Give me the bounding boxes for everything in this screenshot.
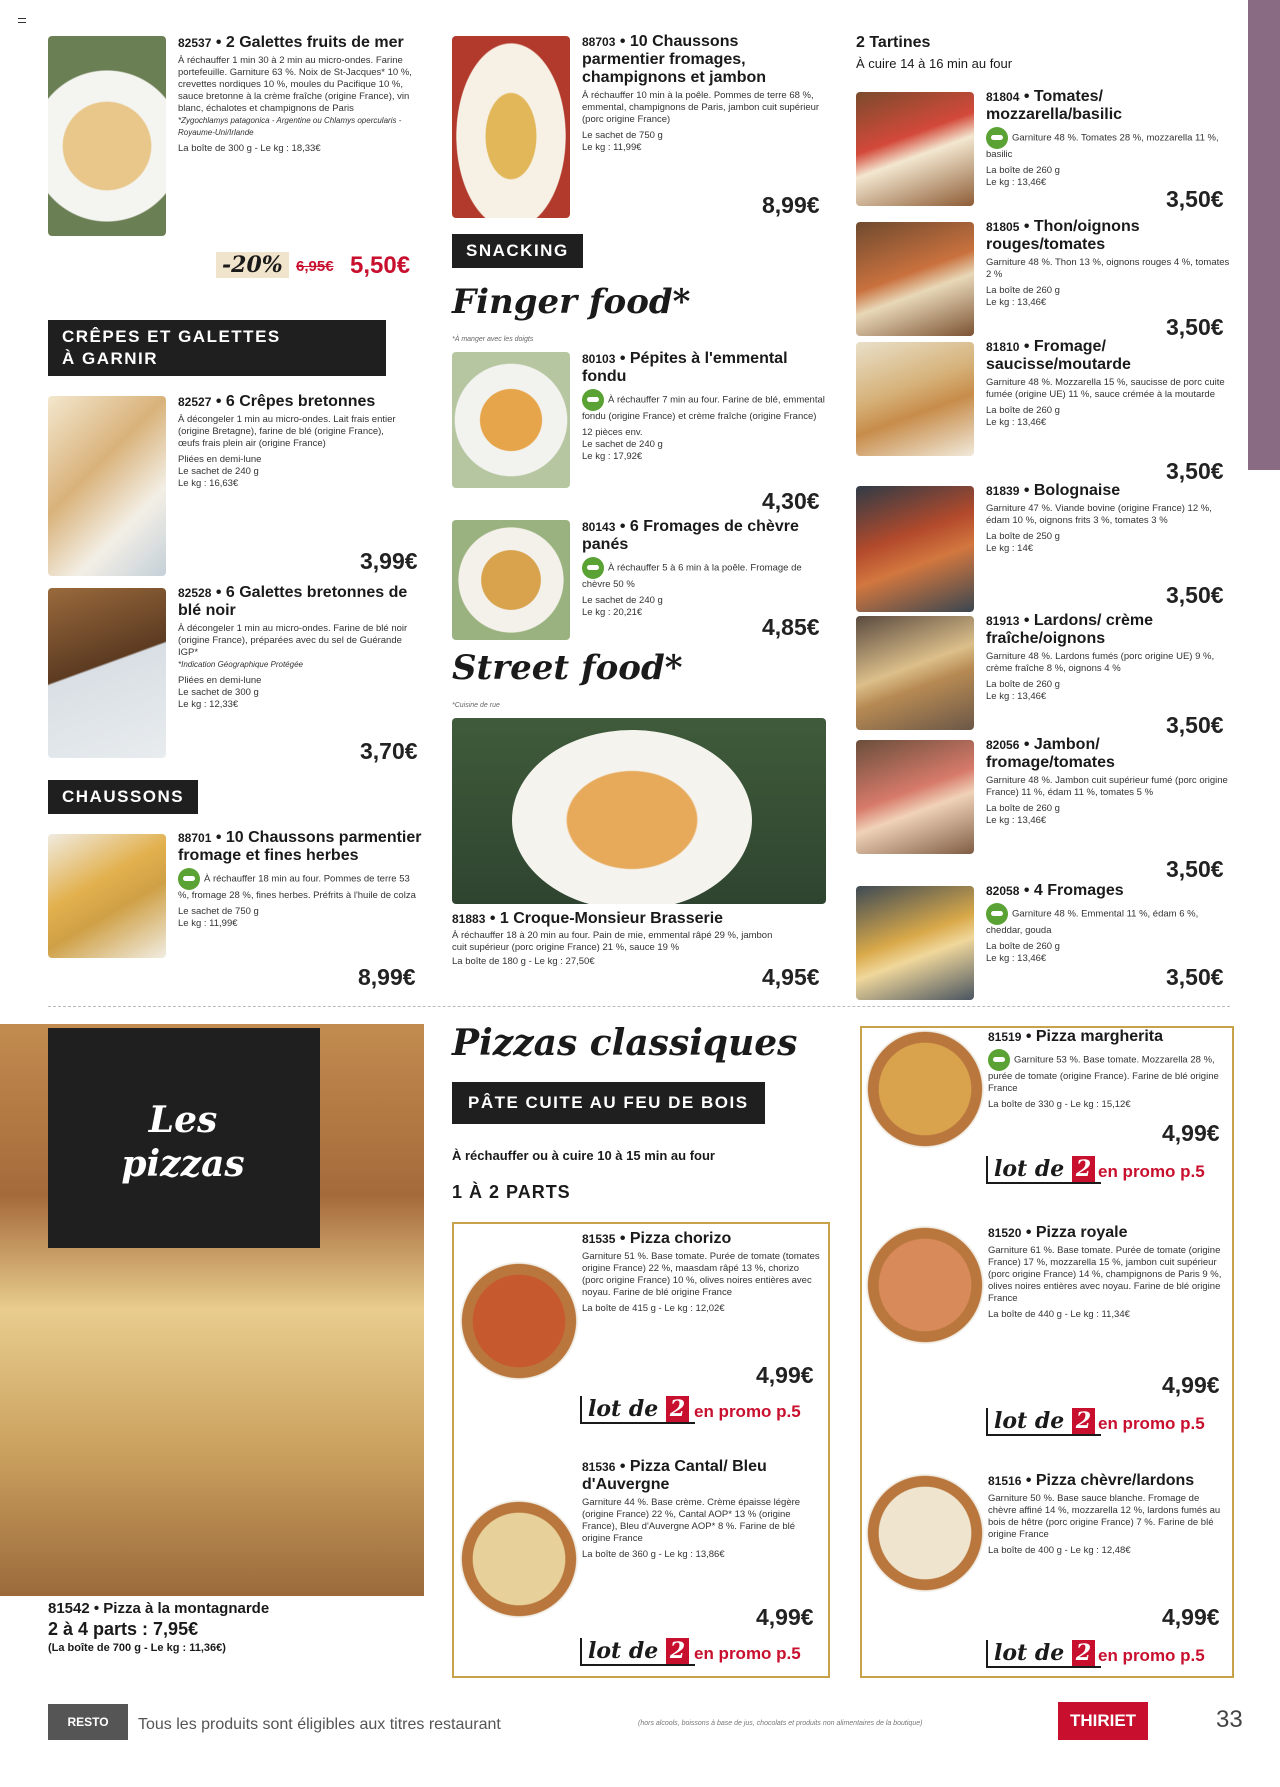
top-marker <box>18 18 26 23</box>
montagnarde-price: 2 à 4 parts : 7,95€ <box>48 1619 199 1639</box>
product-galettes-mer: 82537 • 2 Galettes fruits de mer À réchauffer 1 min 30 à 2 min au micro-ondes. Farine portefeuille. Garniture 63 %. Noix de St-Jacques* 10 %, crevettes nordiques 10 %, moules du Pacifique 10 %, sauce bretonne à la crème fraîche (origine France), vin blanc, échalotes et champignons de Paris *Zygochlamys patagonica - Argentine ou Chlamys opercularis - Royaume-Uni/Irlande La boîte de 300 g - Le kg : 18,33€ <box>178 34 418 155</box>
crepes-image <box>48 396 166 576</box>
street-food-note: *Cuisine de rue <box>452 702 500 709</box>
section-line: À GARNIR <box>62 349 159 368</box>
product-description: À réchauffer 10 min à la poêle. Pommes de terre 68 %, emmental, champignons de Paris, jambon cuit supérieur (porc origine France) <box>582 90 820 125</box>
product-pack: Le sachet de 750 g <box>178 906 259 917</box>
product-pack: La boîte de 260 g <box>986 165 1060 176</box>
lot-word: lot de <box>994 1156 1065 1182</box>
montagnarde-pack: (La boîte de 700 g - Le kg : 11,36€) <box>48 1642 226 1654</box>
product-croque: 81883 • 1 Croque-Monsieur Brasserie À réchauffer 18 à 20 min au four. Pain de mie, emmental râpé 29 %, jambon cuit supérieur (porc origine France) 21 %, sauce 19 % La boîte de 180 g - Le kg : 27,50€ <box>452 910 832 968</box>
description-text: Garniture 61 %. Base tomate. Purée de tomate (origine France) 17 %, mozzarella 15 %, jambon cuit supérieur (porc origine France) 14 %, champignons de Paris 9 %, olives noires entières avec noyau. Farine de blé origine France <box>988 1245 1222 1304</box>
chaussons-herbes-image <box>48 834 166 958</box>
product-code: 81520 <box>988 1226 1022 1240</box>
product-pack: La boîte de 260 g <box>986 679 1060 690</box>
description-text: Garniture 53 %. Base tomate. Mozzarella 28 %, purée de tomate (origine France). Farine de blé origine France <box>988 1054 1219 1094</box>
product-description <box>986 503 1230 527</box>
promo-link[interactable]: en promo p.5 <box>694 1644 801 1663</box>
lot-de-2-badge <box>580 1638 695 1666</box>
product-name: 6 Galettes bretonnes de blé noir <box>178 584 408 619</box>
pizzas-classiques-title: Pizzas classiques <box>452 1022 798 1064</box>
footer-small-text: (hors alcools, boissons à base de jus, chocolats et produits non alimentaires de la boutique) <box>638 1720 923 1727</box>
product-pizza: 81536 • Pizza Cantal/ Bleu d'Auvergne Garniture 44 %. Base crème. Crème épaisse légère (origine France) 22 %, Cantal AOP* 13 % (origine France), Bleu d'Auvergne AOP* 8 %. Farine de blé origine France La boîte de 360 g - Le kg : 13,86€ <box>582 1458 820 1561</box>
product-code: 81516 <box>988 1474 1022 1488</box>
section-line: CRÊPES ET GALETTES <box>62 327 281 346</box>
pizza-image <box>460 1262 578 1380</box>
tartine-image <box>856 740 974 854</box>
eco-leaf-icon <box>986 127 1008 149</box>
product-code: 81519 <box>988 1030 1022 1044</box>
new-price: 5,50€ <box>350 252 411 279</box>
lot-number: 2 <box>1072 1640 1095 1666</box>
product-galettes-ble-noir: 82528 • 6 Galettes bretonnes de blé noir À décongeler 1 min au micro-ondes. Farine de blé noir (origine France), préparées avec du sel de Guérande IGP* *Indication Géographique Protégée Pliées en demi-lune Le sachet de 300 g Le kg : 12,33€ <box>178 584 413 711</box>
product-chaussons-jambon: 88703 • 10 Chaussons parmentier fromages, champignons et jambon À réchauffer 10 min à la poêle. Pommes de terre 68 %, emmental, champignons de Paris, jambon cuit supérieur (porc origine France) Le sachet de 750 g Le kg : 11,99€ <box>582 33 822 154</box>
product-description <box>986 377 1230 401</box>
tartine-image <box>856 886 974 1000</box>
lot-de-2-badge <box>986 1156 1101 1184</box>
product-code: 81913 <box>986 614 1020 628</box>
product-name: 4 Fromages <box>1033 882 1124 899</box>
finger-food-note: *À manger avec les doigts <box>452 336 534 343</box>
eco-leaf-icon <box>582 557 604 579</box>
product-name: 6 Crêpes bretonnes <box>225 393 376 410</box>
parts-label: 1 À 2 PARTS <box>452 1182 571 1202</box>
product-pack: La boîte de 300 g - Le kg : 18,33€ <box>178 143 321 154</box>
product-pizza: 81520 • Pizza royale Garniture 61 %. Base tomate. Purée de tomate (origine France) 17 %, mozzarella 15 %, jambon cuit supérieur (porc origine France) 14 %, champignons de Paris 9 %, olives noires entières avec noyau. Farine de blé origine France La boîte de 440 g - Le kg : 11,34€ <box>988 1224 1226 1321</box>
product-name: Fromage/ saucisse/moutarde <box>986 338 1131 373</box>
lot-word: lot de <box>588 1638 659 1664</box>
pizzas-banner-text: Les pizzas <box>121 1099 245 1185</box>
description-text: À réchauffer 5 à 6 min à la poêle. Fromage de chèvre 50 % <box>582 562 802 590</box>
product-price: 3,50€ <box>1166 856 1224 882</box>
promo-link[interactable]: en promo p.5 <box>1098 1414 1205 1433</box>
product-pack: La boîte de 260 g <box>986 405 1060 416</box>
lot-number: 2 <box>1072 1156 1095 1182</box>
tartines-subtitle: À cuire 14 à 16 min au four <box>856 56 1013 71</box>
tartine-image <box>856 486 974 612</box>
product-code: 81810 <box>986 340 1020 354</box>
product-name: 10 Chaussons parmentier fromage et fines herbes <box>178 829 422 864</box>
description-text: Garniture 48 %. Lardons fumés (porc origine UE) 9 %, crème fraîche 8 %, oignons 4 % <box>986 651 1215 674</box>
product-code: 88703 <box>582 35 616 49</box>
product-pack: La boîte de 260 g <box>986 941 1060 952</box>
product-pack: Le kg : 13,46€ <box>986 691 1047 702</box>
product-code: 81536 <box>582 1460 616 1474</box>
product-crepes: 82527 • 6 Crêpes bretonnes À décongeler 1 min au micro-ondes. Lait frais entier (origine Bretagne), farine de blé (origine France), œufs frais plein air (origine France) Pliées en demi-lune Le sachet de 240 g Le kg : 16,63€ <box>178 393 398 490</box>
product-code: 81839 <box>986 484 1020 498</box>
description-text: Garniture 48 %. Tomates 28 %, mozzarella 11 %, basilic <box>986 132 1219 160</box>
product-name: Tomates/ mozzarella/basilic <box>986 88 1123 123</box>
product-price: 3,50€ <box>1166 186 1224 212</box>
product-pack: Le sachet de 240 g <box>582 595 663 606</box>
description-text: À réchauffer 7 min au four. Farine de blé, emmental fondu (origine France) et crème fraîche (origine France) <box>582 394 825 422</box>
product-description <box>988 1493 1226 1541</box>
product-name: 6 Fromages de chèvre panés <box>582 518 799 553</box>
product-description <box>986 257 1230 281</box>
product-price: 4,99€ <box>1162 1604 1220 1630</box>
eco-leaf-icon <box>178 868 200 890</box>
product-description <box>988 1049 1226 1095</box>
promo-link[interactable]: en promo p.5 <box>694 1402 801 1421</box>
product-description <box>986 127 1230 161</box>
section-divider <box>48 1006 1230 1007</box>
pizza-image <box>460 1500 578 1618</box>
product-description: À décongeler 1 min au micro-ondes. Lait frais entier (origine Bretagne), farine de blé (origine France), œufs frais plein air (origine France) <box>178 414 396 449</box>
product-price: 4,30€ <box>762 488 820 514</box>
product-pack: La boîte de 400 g - Le kg : 12,48€ <box>988 1545 1131 1556</box>
footer <box>48 1700 1243 1760</box>
product-name: Pizza Cantal/ Bleu d'Auvergne <box>582 1458 767 1493</box>
lot-number: 2 <box>666 1396 689 1422</box>
eco-leaf-icon <box>988 1049 1010 1071</box>
montagnarde-title: 81542 • Pizza à la montagnarde <box>48 1600 270 1617</box>
street-food-heading: Street food* <box>452 648 683 688</box>
product-description <box>582 557 827 591</box>
product-pack: Le kg : 13,46€ <box>986 815 1047 826</box>
lot-word: lot de <box>994 1408 1065 1434</box>
description-text: À réchauffer 18 min au four. Pommes de terre 53 %, fromage 28 %, fines herbes. Préfrits à l'huile de colza <box>178 873 416 901</box>
tartine-image <box>856 342 974 456</box>
reheat-text: À réchauffer ou à cuire 10 à 15 min au four <box>452 1148 715 1163</box>
lot-number: 2 <box>666 1638 689 1664</box>
product-description <box>986 651 1230 675</box>
product-pack: Pliées en demi-lune <box>178 454 262 465</box>
product-price: 4,85€ <box>762 614 820 640</box>
side-tab <box>1248 0 1280 470</box>
product-code: 82537 <box>178 36 212 50</box>
product-code: 82528 <box>178 586 212 600</box>
eco-leaf-icon <box>986 903 1008 925</box>
product-pack: Le kg : 20,21€ <box>582 607 643 618</box>
product-price: 3,70€ <box>360 738 418 764</box>
product-price: 3,50€ <box>1166 314 1224 340</box>
croque-plate <box>512 730 752 904</box>
lot-number: 2 <box>1072 1408 1095 1434</box>
product-footnote: *Zygochlamys patagonica - Argentine ou Chlamys opercularis - Royaume-Uni/Irlande <box>178 116 402 137</box>
croque-image <box>452 718 826 904</box>
product-price: 3,50€ <box>1166 582 1224 608</box>
product-pack: Le kg : 11,99€ <box>178 918 238 929</box>
pizzas-banner <box>48 1028 320 1248</box>
product-name: Pizza royale <box>1035 1224 1128 1241</box>
product-pack: Le kg : 13,46€ <box>986 177 1047 188</box>
product-pack: Le sachet de 750 g <box>582 130 663 141</box>
tartine-image <box>856 616 974 730</box>
product-chaussons-herbes: 88701 • 10 Chaussons parmentier fromage et fines herbes À réchauffer 18 min au four. Pommes de terre 53 %, fromage 28 %, fines herbes. Préfrits à l'huile de colza Le sachet de 750 g Le kg : 11,99€ <box>178 829 422 929</box>
eco-leaf-icon <box>582 389 604 411</box>
product-pack: Le kg : 17,92€ <box>582 451 643 462</box>
product-tartine: 81805 • Thon/oignons rouges/tomates Garniture 48 %. Thon 13 %, oignons rouges 4 %, tomates 2 % La boîte de 260 g Le kg : 13,46€ <box>986 218 1230 308</box>
product-tartine: 82058 • 4 Fromages Garniture 48 %. Emmental 11 %, édam 6 %, cheddar, gouda La boîte de 260 g Le kg : 13,46€ <box>986 882 1230 965</box>
section-crepes-galettes <box>48 320 386 376</box>
page-number: 33 <box>1216 1706 1243 1733</box>
lot-de-2-badge <box>986 1640 1101 1668</box>
product-price: 3,50€ <box>1166 458 1224 484</box>
product-pack: La boîte de 260 g <box>986 285 1060 296</box>
description-text: Garniture 48 %. Jambon cuit supérieur fumé (porc origine France) 11 %, édam 11 %, tomates 5 % <box>986 775 1228 798</box>
product-name: 10 Chaussons parmentier fromages, champignons et jambon <box>582 33 767 86</box>
lot-word: lot de <box>994 1640 1065 1666</box>
description-text: Garniture 47 %. Viande bovine (origine France) 12 %, édam 10 %, oignons frits 3 %, tomates 3 % <box>986 503 1212 526</box>
galettes-mer-image <box>48 36 166 236</box>
product-name: Pépites à l'emmental fondu <box>582 350 788 385</box>
tartines-header <box>856 34 1012 71</box>
product-pack: 12 pièces env. <box>582 427 643 438</box>
product-name: Pizza chèvre/lardons <box>1035 1472 1195 1489</box>
product-code: 82056 <box>986 738 1020 752</box>
product-code: 81805 <box>986 220 1020 234</box>
wood-fired-tag: PÂTE CUITE AU FEU DE BOIS <box>452 1082 765 1124</box>
product-pack: Le kg : 14€ <box>986 543 1034 554</box>
product-code: 81535 <box>582 1232 616 1246</box>
product-price: 3,99€ <box>360 548 418 574</box>
product-price: 3,50€ <box>1166 964 1224 990</box>
product-name: Lardons/ crème fraîche/oignons <box>986 612 1154 647</box>
product-code: 81883 <box>452 912 486 926</box>
product-code: 80143 <box>582 520 616 534</box>
product-code: 88701 <box>178 831 212 845</box>
product-description <box>582 389 827 423</box>
footer-text: Tous les produits sont éligibles aux titres restaurant <box>138 1716 501 1733</box>
old-price: 6,95€ <box>296 258 334 275</box>
product-price: 8,99€ <box>762 192 820 218</box>
product-price: 4,99€ <box>1162 1120 1220 1146</box>
product-pack: Le kg : 12,33€ <box>178 699 239 710</box>
product-pack: Le kg : 13,46€ <box>986 417 1047 428</box>
product-pack: Le kg : 13,46€ <box>986 297 1047 308</box>
promo-link[interactable]: en promo p.5 <box>1098 1646 1205 1665</box>
product-name: Pizza chorizo <box>629 1230 732 1247</box>
product-tartine: 82056 • Jambon/ fromage/tomates Garniture 48 %. Jambon cuit supérieur fumé (porc origine France) 11 %, édam 11 %, tomates 5 % La boîte de 260 g Le kg : 13,46€ <box>986 736 1230 827</box>
product-name: 2 Galettes fruits de mer <box>225 34 404 51</box>
product-description <box>986 903 1230 937</box>
thiriet-logo: THIRIET <box>1058 1702 1148 1740</box>
product-pizza: 81516 • Pizza chèvre/lardons Garniture 50 %. Base sauce blanche. Fromage de chèvre affiné 14 %, mozzarella 12 %, lardons fumés au bois de hêtre (porc origine France) 7 %. Farine de blé origine France La boîte de 400 g - Le kg : 12,48€ <box>988 1472 1226 1557</box>
description-text: Garniture 48 %. Thon 13 %, oignons rouges 4 %, tomates 2 % <box>986 257 1230 280</box>
product-name: Bolognaise <box>1033 482 1121 499</box>
product-pack: Pliées en demi-lune <box>178 675 262 686</box>
product-pack: La boîte de 360 g - Le kg : 13,86€ <box>582 1549 725 1560</box>
section-chaussons: CHAUSSONS <box>48 780 198 814</box>
product-tartine: 81913 • Lardons/ crème fraîche/oignons Garniture 48 %. Lardons fumés (porc origine UE) 9 %, crème fraîche 8 %, oignons 4 % La boîte de 260 g Le kg : 13,46€ <box>986 612 1230 703</box>
product-tartine: 81804 • Tomates/ mozzarella/basilic Garniture 48 %. Tomates 28 %, mozzarella 11 %, basilic La boîte de 260 g Le kg : 13,46€ <box>986 88 1230 189</box>
chaussons-jambon-image <box>452 36 570 218</box>
product-name: Thon/oignons rouges/tomates <box>986 218 1140 253</box>
promo-link[interactable]: en promo p.5 <box>1098 1162 1205 1181</box>
chevre-image <box>452 520 570 640</box>
product-pack: Le kg : 11,99€ <box>582 142 642 153</box>
product-pack: La boîte de 250 g <box>986 531 1060 542</box>
product-pizza: 81535 • Pizza chorizo Garniture 51 %. Base tomate. Purée de tomate (tomates origine France) 22 %, maasdam râpé 13 %, chorizo (porc origine France) 10 %, olives noires entières avec noyau. Farine de blé origine France La boîte de 415 g - Le kg : 12,02€ <box>582 1230 820 1314</box>
product-price: 4,99€ <box>756 1604 814 1630</box>
product-description <box>582 1251 820 1299</box>
pepites-image <box>452 352 570 488</box>
product-pepites: 80103 • Pépites à l'emmental fondu À réchauffer 7 min au four. Farine de blé, emmental fondu (origine France) et crème fraîche (origine France) 12 pièces env. Le sachet de 240 g Le kg : 17,92€ <box>582 350 827 463</box>
product-pack: Le kg : 13,46€ <box>986 953 1047 964</box>
pizza-image <box>866 1474 984 1592</box>
tartine-image <box>856 222 974 336</box>
montagnarde-caption <box>48 1600 408 1654</box>
product-price: 8,99€ <box>358 964 416 990</box>
product-pizza: 81519 • Pizza margherita Garniture 53 %. Base tomate. Mozzarella 28 %, purée de tomate (origine France). Farine de blé origine France La boîte de 330 g - Le kg : 15,12€ <box>988 1028 1226 1111</box>
product-description: À décongeler 1 min au micro-ondes. Farine de blé noir (origine France), préparées avec du sel de Guérande IGP* <box>178 623 408 658</box>
product-description: À réchauffer 18 à 20 min au four. Pain de mie, emmental râpé 29 %, jambon cuit supérieur (porc origine France) 21 %, sauce 19 % <box>452 930 773 953</box>
product-description: À réchauffer 1 min 30 à 2 min au micro-ondes. Farine portefeuille. Garniture 63 %. Noix de St-Jacques* 10 %, crevettes nordiques 10 %, moules du Pacifique 10 %, sauce bretonne à la crème fraîche (origine France), vin blanc, échalotes et champignons de Paris <box>178 55 412 114</box>
section-snacking: SNACKING <box>452 234 583 268</box>
resto-logo: RESTO <box>48 1704 128 1740</box>
product-pack: La boîte de 180 g - Le kg : 27,50€ <box>452 956 595 967</box>
product-price: 4,95€ <box>762 964 820 990</box>
pizza-image <box>866 1030 984 1148</box>
tartines-title: 2 Tartines <box>856 34 931 51</box>
product-tartine: 81810 • Fromage/ saucisse/moutarde Garniture 48 %. Mozzarella 15 %, saucisse de porc cuite fumée (origine UE) 11 %, sauce crémée à la moutarde La boîte de 260 g Le kg : 13,46€ <box>986 338 1230 429</box>
product-price: 4,99€ <box>756 1362 814 1388</box>
product-code: 82527 <box>178 395 212 409</box>
product-code: 80103 <box>582 352 616 366</box>
product-price: 4,99€ <box>1162 1372 1220 1398</box>
product-pack: La boîte de 440 g - Le kg : 11,34€ <box>988 1309 1130 1320</box>
product-pack: Le sachet de 300 g <box>178 687 259 698</box>
product-pack: Le sachet de 240 g <box>178 466 259 477</box>
product-description <box>988 1245 1226 1305</box>
product-description <box>178 868 423 902</box>
description-text: Garniture 51 %. Base tomate. Purée de tomate (tomates origine France) 22 %, maasdam râpé 13 %, chorizo (porc origine France) 10 %, olives noires entières avec noyau. Farine de blé origine France <box>582 1251 820 1298</box>
discount-badge: -20% <box>216 252 289 278</box>
lot-de-2-badge <box>580 1396 695 1424</box>
pizza-image <box>866 1226 984 1344</box>
product-description <box>582 1497 820 1545</box>
finger-food-heading: Finger food* <box>452 282 691 322</box>
product-tartine: 81839 • Bolognaise Garniture 47 %. Viande bovine (origine France) 12 %, édam 10 %, oignons frits 3 %, tomates 3 % La boîte de 250 g Le kg : 14€ <box>986 482 1230 555</box>
product-chevre: 80143 • 6 Fromages de chèvre panés À réchauffer 5 à 6 min à la poêle. Fromage de chèvre 50 % Le sachet de 240 g Le kg : 20,21€ <box>582 518 827 619</box>
product-name: Pizza margherita <box>1035 1028 1164 1045</box>
product-pack: Le sachet de 240 g <box>582 439 663 450</box>
description-text: Garniture 44 %. Base crème. Crème épaisse légère (origine France) 22 %, Cantal AOP* 13 % (origine France), Bleu d'Auvergne AOP* 8 %. Farine de blé origine France <box>582 1497 801 1544</box>
tartine-image <box>856 92 974 206</box>
product-name: 1 Croque-Monsieur Brasserie <box>499 910 724 927</box>
product-code: 82058 <box>986 884 1020 898</box>
lot-de-2-badge <box>986 1408 1101 1436</box>
product-pack: La boîte de 260 g <box>986 803 1060 814</box>
product-price: 3,50€ <box>1166 712 1224 738</box>
description-text: Garniture 48 %. Mozzarella 15 %, saucisse de porc cuite fumée (origine UE) 11 %, sauce crémée à la moutarde <box>986 377 1225 400</box>
description-text: Garniture 48 %. Emmental 11 %, édam 6 %, cheddar, gouda <box>986 908 1199 936</box>
product-pack: La boîte de 330 g - Le kg : 15,12€ <box>988 1099 1131 1110</box>
product-description <box>986 775 1230 799</box>
product-pack: La boîte de 415 g - Le kg : 12,02€ <box>582 1303 725 1314</box>
description-text: Garniture 50 %. Base sauce blanche. Fromage de chèvre affiné 14 %, mozzarella 12 %, lardons fumés au bois de hêtre (porc origine France) 7 %. Farine de blé origine France <box>988 1493 1221 1540</box>
product-name: Jambon/ fromage/tomates <box>986 736 1115 771</box>
product-pack: Le kg : 16,63€ <box>178 478 239 489</box>
product-footnote: *Indication Géographique Protégée <box>178 660 303 669</box>
galettes-ble-noir-image <box>48 588 166 758</box>
product-code: 81804 <box>986 90 1020 104</box>
lot-word: lot de <box>588 1396 659 1422</box>
